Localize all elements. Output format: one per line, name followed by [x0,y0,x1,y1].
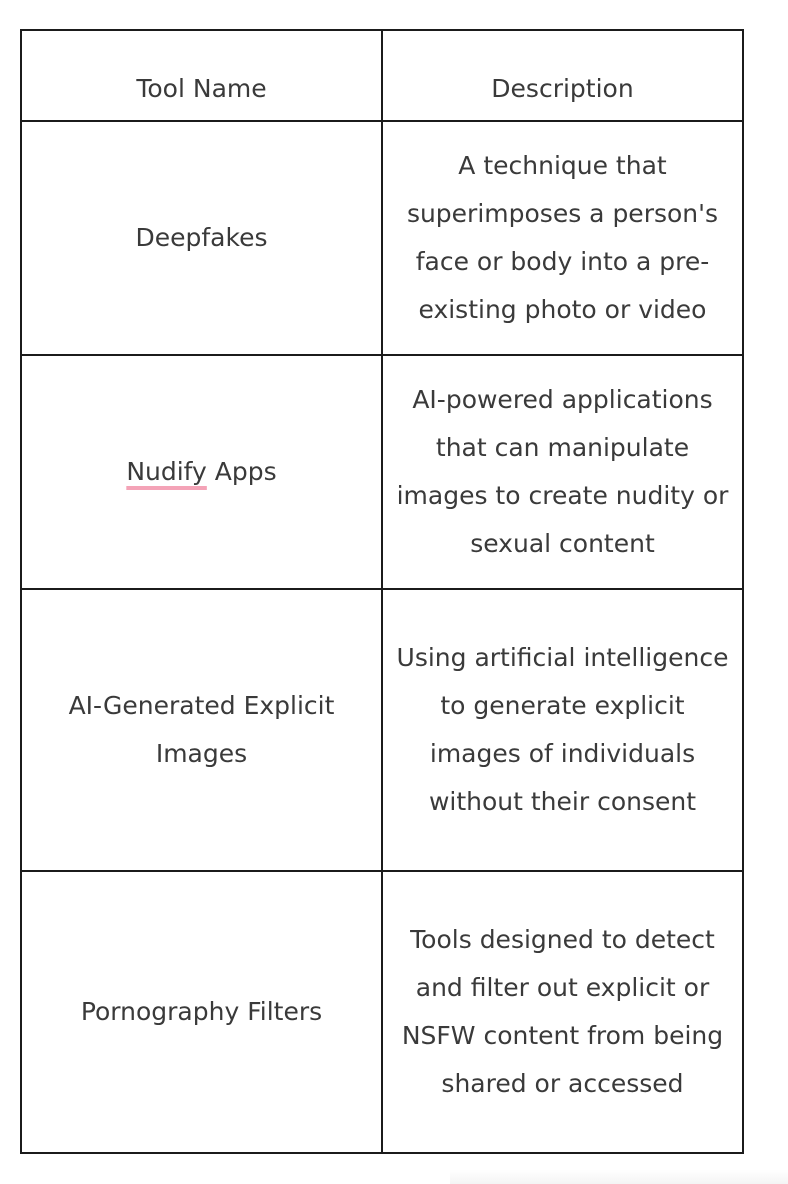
spellcheck-flagged-word[interactable]: Nudify [126,457,207,486]
table-row [21,589,743,871]
table-row [21,355,743,589]
header-tool-name: Tool Name [21,30,382,121]
header-description: Description [382,30,743,121]
table-row [21,121,743,355]
tool-name-cell [21,355,382,589]
page-edge-shadow [450,1170,788,1184]
description-cell: AI-powered applications that can manipulate images to create nudity or sexual content [382,355,743,589]
description-cell: A technique that superimposes a person's face or body into a pre-existing photo or video [382,121,743,355]
tool-name-cell: Deepfakes [21,121,382,355]
tool-name-word: Apps [214,457,277,486]
table-row [21,871,743,1153]
description-cell: Tools designed to detect and filter out explicit or NSFW content from being shared or accessed [382,871,743,1153]
tool-name-cell: AI-Generated Explicit Images [21,589,382,871]
table-header-row [21,30,743,121]
tools-table [20,29,744,1154]
description-cell: Using artificial intelligence to generate explicit images of individuals without their consent [382,589,743,871]
tool-name-cell: Pornography Filters [21,871,382,1153]
